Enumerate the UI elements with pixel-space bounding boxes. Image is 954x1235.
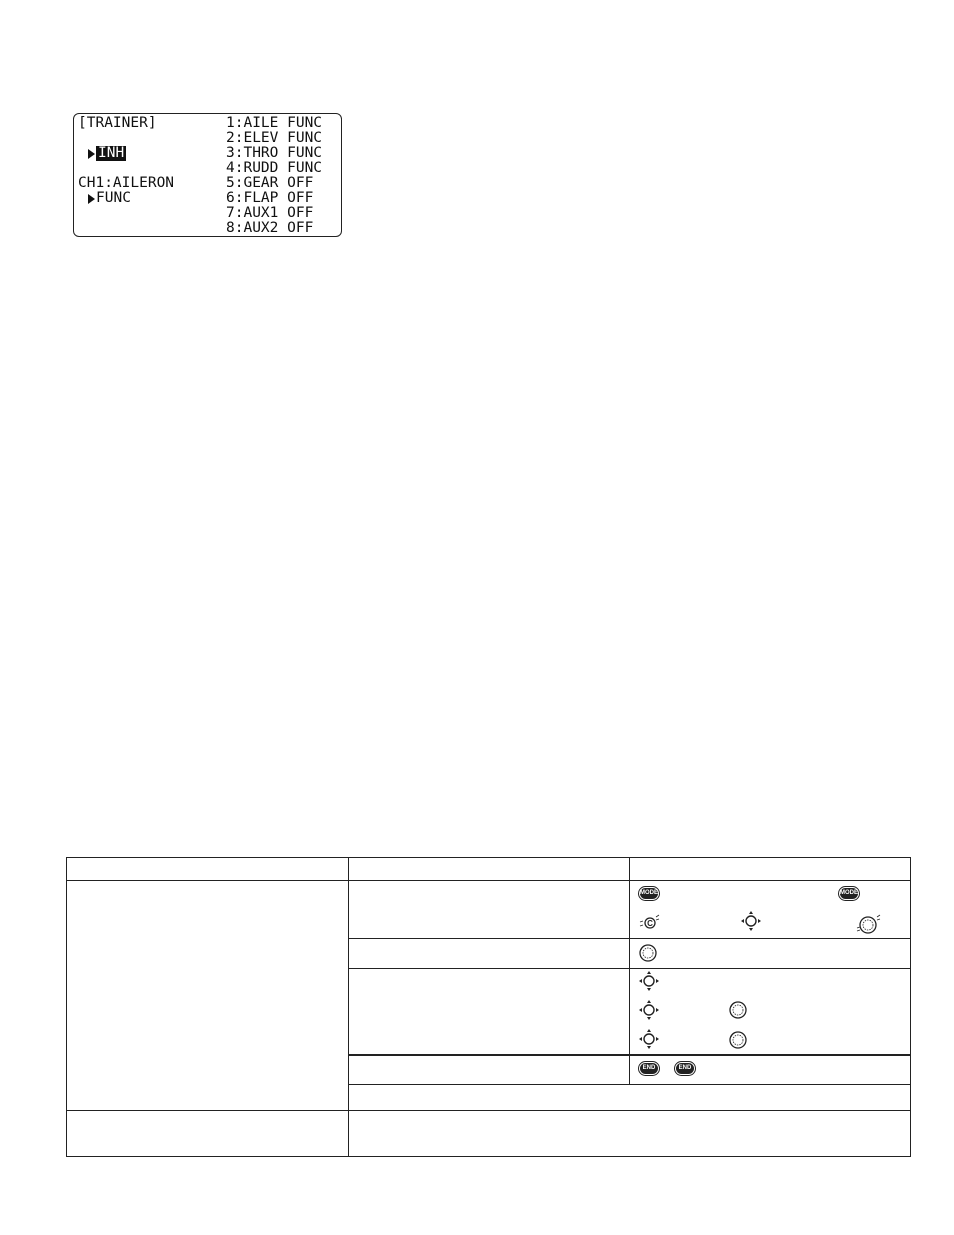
- lcd-mode-value: INH: [98, 145, 125, 161]
- table-row-divider: [348, 1054, 910, 1056]
- lcd-mode-row: [78, 146, 218, 161]
- dial-icon: [639, 944, 657, 962]
- cursor-pad-icon: [741, 911, 761, 931]
- lcd-channel-item: 2:ELEV FUNC: [226, 130, 323, 146]
- procedure-table: [66, 857, 911, 1157]
- table-divider: [629, 858, 630, 1085]
- cursor-arrow-icon: [88, 194, 95, 204]
- table-row-divider: [348, 1084, 910, 1085]
- dial-icon: [729, 1031, 747, 1049]
- lcd-channel-item: 3:THRO FUNC: [226, 145, 323, 161]
- table-divider: [348, 858, 349, 1157]
- trainer-lcd-screen: [73, 113, 342, 237]
- lcd-channel-item: 7:AUX1 OFF: [226, 205, 314, 221]
- table-header-divider: [67, 880, 910, 881]
- table-row-divider: [67, 1110, 910, 1111]
- lcd-channel-item: 8:AUX2 OFF: [226, 220, 314, 236]
- lcd-channel-value: FUNC: [96, 190, 131, 206]
- lcd-channel-row: [78, 191, 218, 206]
- dial-icon: [729, 1001, 747, 1019]
- svg-text:C: C: [647, 919, 653, 928]
- mode-button-icon: MODE: [638, 886, 660, 901]
- lcd-channel-list: [226, 116, 338, 236]
- end-button-icon: END: [638, 1061, 660, 1076]
- table-row-divider: [348, 938, 910, 939]
- mode-button-icon: MODE: [838, 886, 860, 901]
- lcd-channel-item: 6:FLAP OFF: [226, 190, 314, 206]
- cursor-arrow-icon: [88, 149, 95, 159]
- lcd-channel-label: CH1:AILERON: [78, 175, 175, 191]
- cursor-pad-icon: [639, 971, 659, 991]
- cursor-pad-icon: [639, 1000, 659, 1020]
- power-switch-icon: [638, 913, 660, 931]
- lcd-title: [TRAINER]: [78, 115, 157, 131]
- lcd-channel-item: 1:AILE FUNC: [226, 115, 323, 131]
- end-button-icon: END: [674, 1061, 696, 1076]
- cursor-pad-icon: [639, 1029, 659, 1049]
- lcd-channel-item: 5:GEAR OFF: [226, 175, 314, 191]
- lcd-channel-item: 4:RUDD FUNC: [226, 160, 323, 176]
- lcd-left-column: [78, 116, 218, 206]
- dial-icon: [856, 913, 882, 935]
- table-row-divider: [348, 968, 910, 969]
